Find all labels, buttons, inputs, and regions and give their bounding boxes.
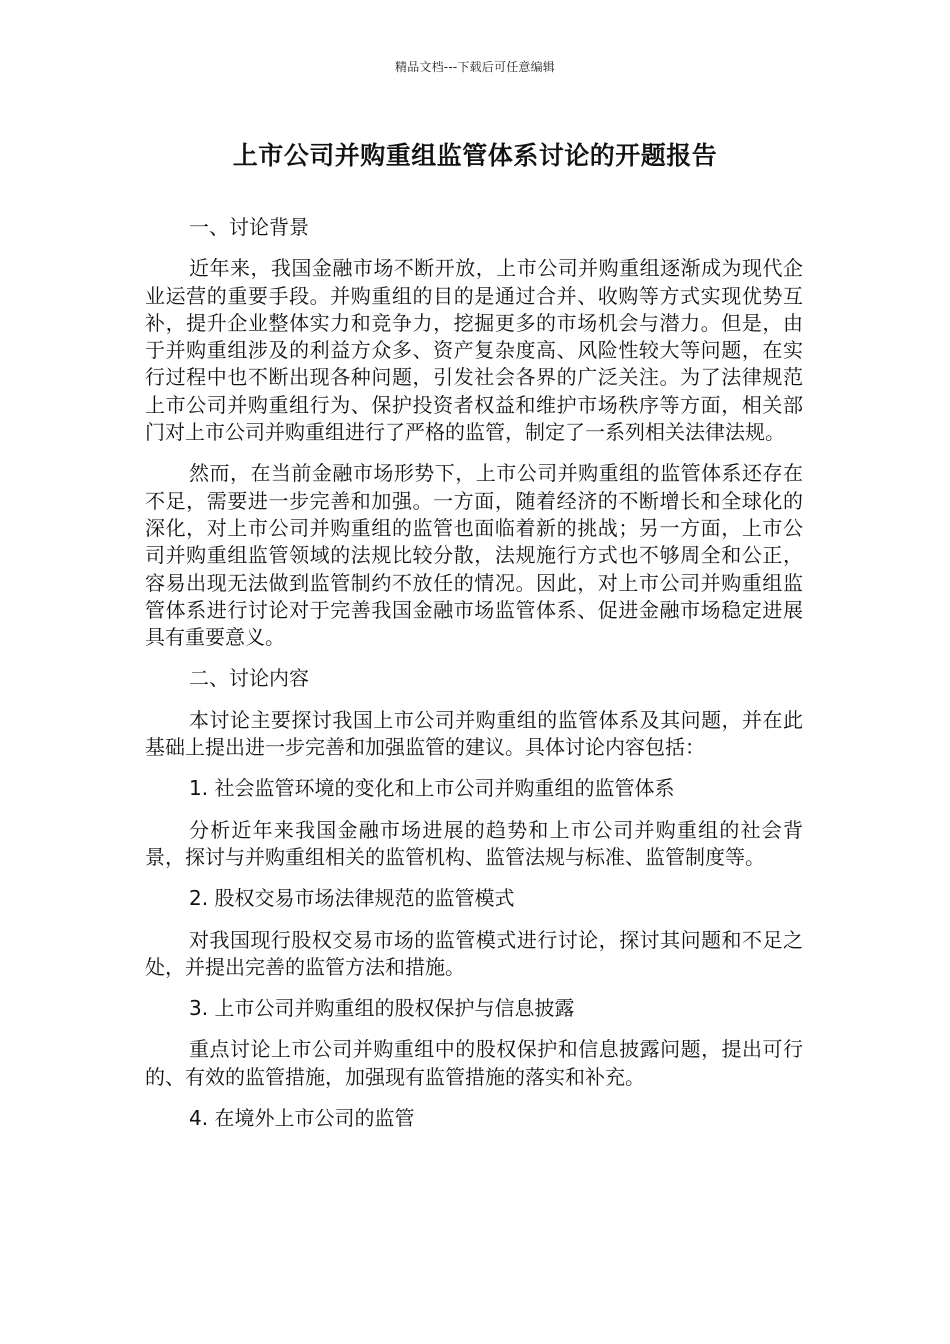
- subheading-1: 1. 社会监管环境的变化和上市公司并购重组的监管体系: [189, 776, 675, 801]
- subheading-2: 2. 股权交易市场法律规范的监管模式: [189, 886, 515, 911]
- section-heading-background: 一、讨论背景: [189, 215, 309, 239]
- document-title: 上市公司并购重组监管体系讨论的开题报告: [232, 141, 718, 170]
- subheading-4: 4. 在境外上市公司的监管: [189, 1106, 415, 1131]
- document-body: [145, 214, 803, 1146]
- paragraph: 重点讨论上市公司并购重组中的股权保护和信息披露问题，提出可行的、有效的监管措施，加强现有监管措施的落实和补充。: [145, 1037, 803, 1089]
- header-note: 精品文档---下载后可任意编辑: [395, 60, 555, 74]
- paragraph: 然而，在当前金融市场形势下，上市公司并购重组的监管体系还存在不足，需要进一步完善和加强。一方面，随着经济的不断增长和全球化的深化，对上市公司并购重组的监管也面临着新的挑战；另一方面，上市公司并购重组监管领域的法规比较分散，法规施行方式也不够周全和公正，容易出现无法做到监管制约不放任的情况。因此，对上市公司并购重组监管体系进行讨论对于完善我国金融市场监管体系、促进金融市场稳定进展具有重要意义。: [145, 461, 803, 650]
- subheading-3: 3. 上市公司并购重组的股权保护与信息披露: [189, 996, 575, 1021]
- paragraph: 对我国现行股权交易市场的监管模式进行讨论，探讨其问题和不足之处，并提出完善的监管方法和措施。: [145, 927, 803, 979]
- paragraph: 近年来，我国金融市场不断开放，上市公司并购重组逐渐成为现代企业运营的重要手段。并购重组的目的是通过合并、收购等方式实现优势互补，提升企业整体实力和竞争力，挖掘更多的市场机会与潜力。但是，由于并购重组涉及的利益方众多、资产复杂度高、风险性较大等问题，在实行过程中也不断出现各种问题，引发社会各界的广泛关注。为了法律规范上市公司并购重组行为、保护投资者权益和维护市场秩序等方面，相关部门对上市公司并购重组进行了严格的监管，制定了一系列相关法律法规。: [145, 256, 803, 445]
- paragraph: 分析近年来我国金融市场进展的趋势和上市公司并购重组的社会背景，探讨与并购重组相关的监管机构、监管法规与标准、监管制度等。: [145, 817, 803, 869]
- paragraph: 本讨论主要探讨我国上市公司并购重组的监管体系及其问题，并在此基础上提出进一步完善和加强监管的建议。具体讨论内容包括：: [145, 707, 803, 760]
- section-heading-content: 二、讨论内容: [189, 666, 309, 691]
